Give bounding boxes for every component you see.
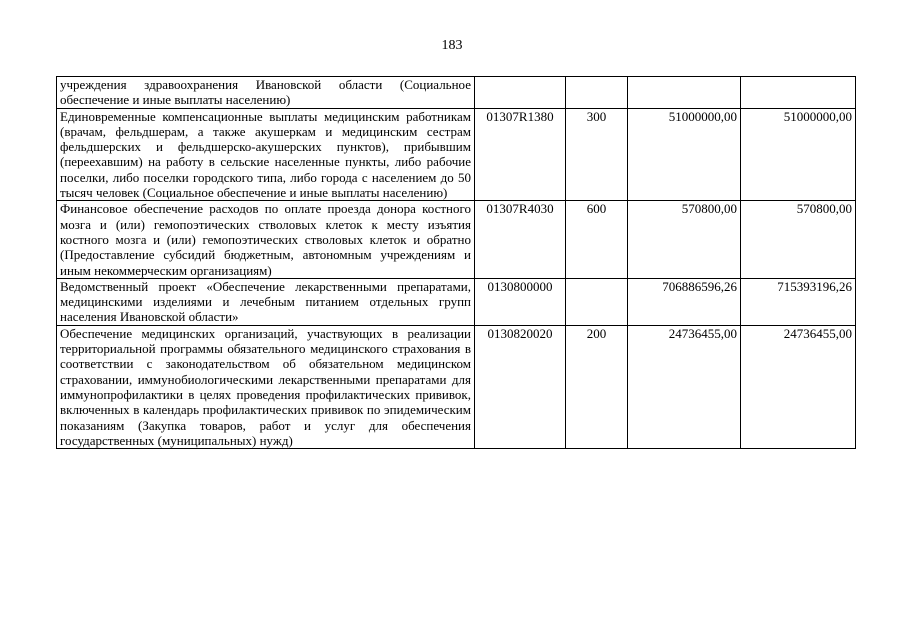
row-sum-year-1: 706886596,26 — [628, 278, 741, 325]
row-target-code: 01307R4030 — [475, 201, 566, 278]
row-description: Ведомственный проект «Обеспечение лекарственными препаратами, медицинскими изделиями и лечебным питанием отдельных групп населения Ивановской области» — [57, 278, 475, 325]
row-sum-year-1: 24736455,00 — [628, 325, 741, 448]
row-expense-type: 200 — [566, 325, 628, 448]
row-target-code: 01307R1380 — [475, 108, 566, 201]
row-sum-year-2: 24736455,00 — [741, 325, 856, 448]
budget-table — [56, 76, 856, 449]
table-row — [57, 108, 856, 201]
table-row — [57, 278, 856, 325]
row-sum-year-1: 570800,00 — [628, 201, 741, 278]
row-expense-type — [566, 77, 628, 109]
row-target-code — [475, 77, 566, 109]
page-number: 183 — [441, 38, 463, 53]
row-description: Финансовое обеспечение расходов по оплате проезда донора костного мозга и (или) гемопоэтических стволовых клеток к месту изъятия костного мозга и (или) гемопоэтических стволовых клеток и обратно (Предоставление субсидий бюджетным, автономным учреждениям и иным некоммерческим организациям) — [57, 201, 475, 278]
row-sum-year-1: 51000000,00 — [628, 108, 741, 201]
row-description: Обеспечение медицинских организаций, участвующих в реализации территориальной программы обязательного медицинского страхования в соответствии с законодательством об обязательном медицинском страховании, иммунобиологическими лекарственными препаратами для иммунопрофилактики в целях проведения профилактических прививок, включенных в календарь профилактических прививок по эпидемическим показаниям (Закупка товаров, работ и услуг для обеспечения государственных (муниципальных) нужд) — [57, 325, 475, 448]
row-target-code: 0130820020 — [475, 325, 566, 448]
row-sum-year-2: 715393196,26 — [741, 278, 856, 325]
row-expense-type — [566, 278, 628, 325]
row-description: Единовременные компенсационные выплаты медицинским работникам (врачам, фельдшерам, а также акушеркам и медицинским сестрам фельдшерских и фельдшерско-акушерских пунктов), прибывшим (переехавшим) на работу в сельские населенные пункты, либо рабочие поселки, либо поселки городского типа, либо города с населением до 50 тысяч человек (Социальное обеспечение и иные выплаты населению) — [57, 108, 475, 201]
table-row — [57, 201, 856, 278]
row-sum-year-2: 51000000,00 — [741, 108, 856, 201]
row-sum-year-1 — [628, 77, 741, 109]
table-row — [57, 77, 856, 109]
table-row — [57, 325, 856, 448]
row-target-code: 0130800000 — [475, 278, 566, 325]
row-expense-type: 600 — [566, 201, 628, 278]
row-expense-type: 300 — [566, 108, 628, 201]
row-sum-year-2: 570800,00 — [741, 201, 856, 278]
row-sum-year-2 — [741, 77, 856, 109]
row-description: учреждения здравоохранения Ивановской области (Социальное обеспечение и иные выплаты населению) — [57, 77, 475, 109]
